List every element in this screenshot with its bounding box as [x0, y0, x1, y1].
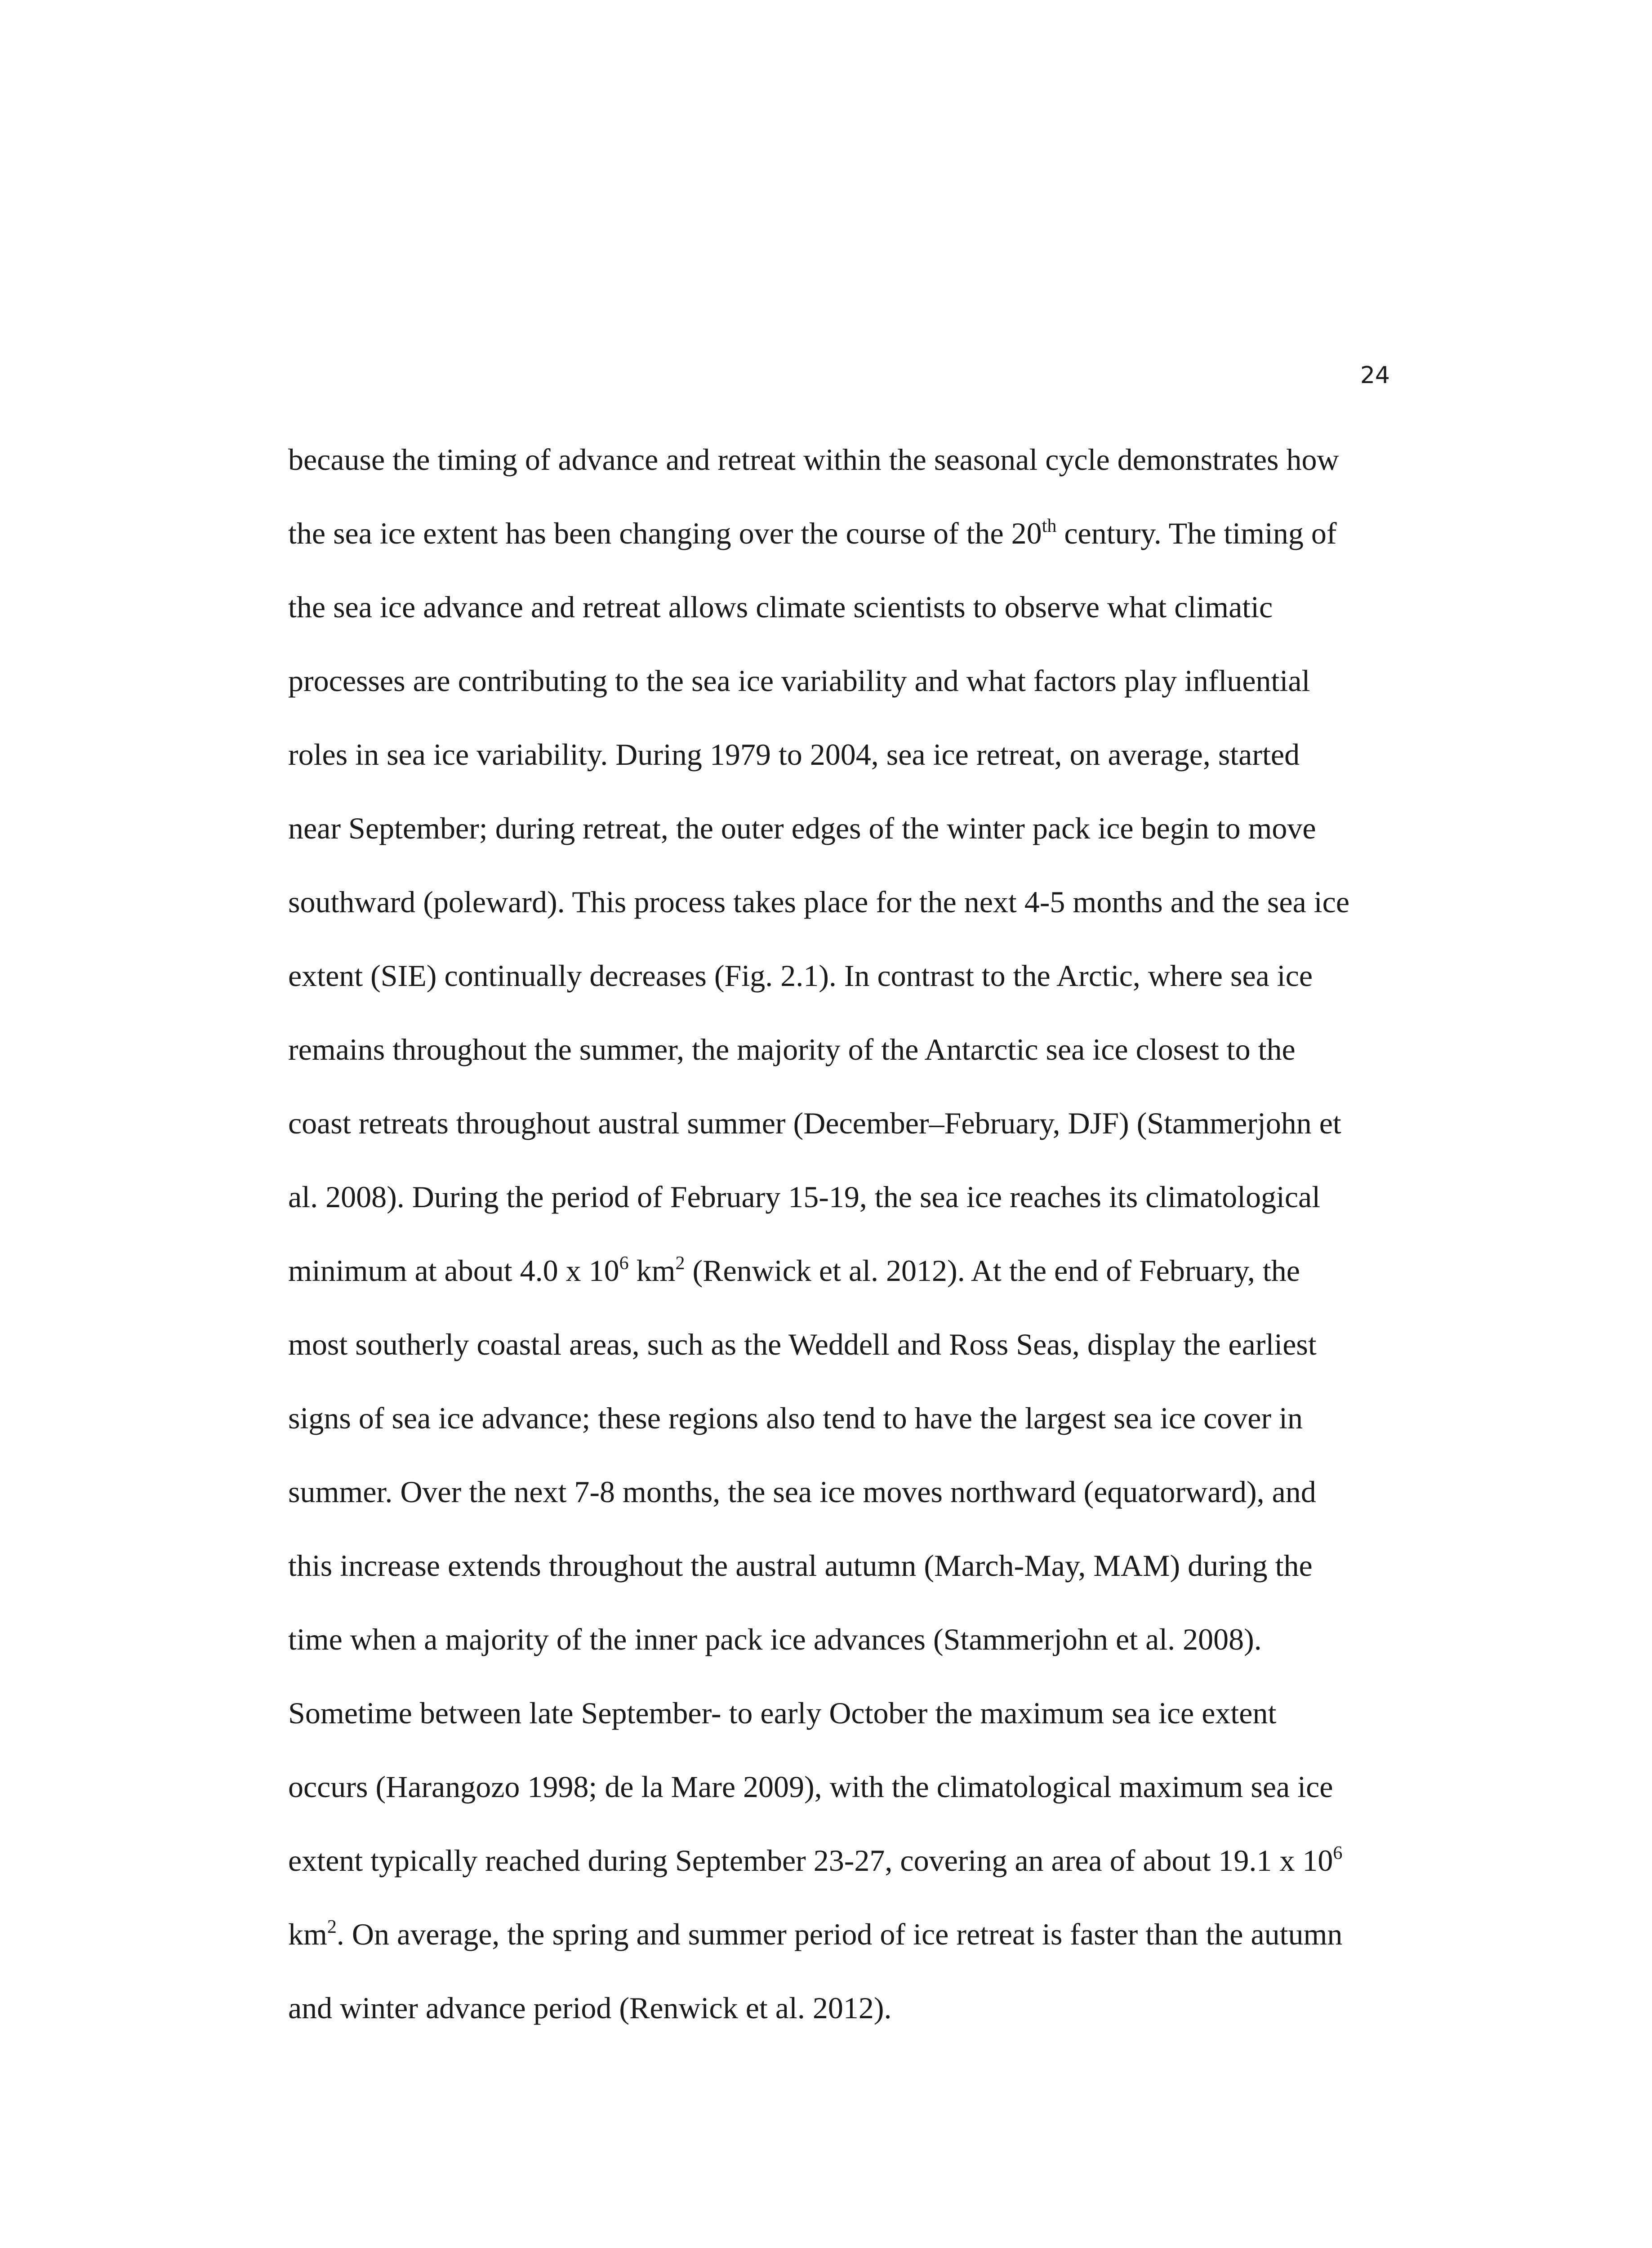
text-line	[288, 1234, 1385, 1307]
text-line	[288, 423, 1385, 496]
text-segment: the sea ice advance and retreat allows climate scientists to observe what climatic	[288, 590, 1273, 624]
text-segment: occurs (Harangozo 1998; de la Mare 2009), with the climatological maximum sea ice	[288, 1770, 1333, 1804]
text-segment: this increase extends throughout the austral autumn (March-May, MAM) during the	[288, 1548, 1313, 1583]
text-segment: signs of sea ice advance; these regions also tend to have the largest sea ice cover in	[288, 1401, 1303, 1435]
text-line	[288, 644, 1385, 718]
text-line	[288, 791, 1385, 865]
text-segment: most southerly coastal areas, such as the Weddell and Ross Seas, display the earliest	[288, 1327, 1317, 1361]
text-line	[288, 1676, 1385, 1750]
text-line	[288, 865, 1385, 939]
text-segment: minimum at about 4.0 x 10	[288, 1253, 619, 1288]
text-line	[288, 1381, 1385, 1455]
text-segment: and winter advance period (Renwick et al. 2012).	[288, 1991, 892, 2025]
text-segment: century. The timing of	[1056, 516, 1337, 550]
text-line	[288, 1455, 1385, 1529]
text-segment: remains throughout the summer, the majority of the Antarctic sea ice closest to the	[288, 1032, 1296, 1066]
text-segment: extent (SIE) continually decreases (Fig. 2.1). In contrast to the Arctic, where sea ice	[288, 959, 1313, 993]
text-line	[288, 1602, 1385, 1676]
text-segment: summer. Over the next 7-8 months, the sea ice moves northward (equatorward), and	[288, 1475, 1316, 1509]
text-segment: time when a majority of the inner pack ice advances (Stammerjohn et al. 2008).	[288, 1622, 1262, 1656]
text-segment: because the timing of advance and retreat within the seasonal cycle demonstrates how	[288, 442, 1339, 477]
text-line	[288, 1971, 1385, 2045]
superscript: 2	[327, 1917, 337, 1937]
text-line	[288, 1012, 1385, 1086]
text-line	[288, 1750, 1385, 1824]
text-line	[288, 570, 1385, 644]
text-segment: al. 2008). During the period of February 15-19, the sea ice reaches its climatological	[288, 1180, 1321, 1214]
text-segment: km	[288, 1917, 327, 1951]
text-segment: km	[628, 1253, 676, 1288]
superscript: 6	[619, 1253, 629, 1274]
page-number: 24	[1360, 362, 1390, 389]
text-segment: extent typically reached during September 23-27, covering an area of about 19.1 x 10	[288, 1843, 1333, 1878]
text-segment: . On average, the spring and summer period of ice retreat is faster than the autumn	[336, 1917, 1343, 1951]
text-segment: the sea ice extent has been changing over the course of the 20	[288, 516, 1042, 550]
text-line	[288, 1160, 1385, 1234]
text-line	[288, 1307, 1385, 1381]
body-paragraph	[288, 423, 1385, 2045]
text-line	[288, 1897, 1385, 1971]
text-segment: coast retreats throughout austral summer (December–February, DJF) (Stammerjohn et	[288, 1106, 1341, 1140]
text-segment: southward (poleward). This process takes place for the next 4-5 months and the sea ice	[288, 885, 1350, 919]
text-segment: near September; during retreat, the outer edges of the winter pack ice begin to move	[288, 811, 1316, 845]
text-line	[288, 939, 1385, 1012]
text-line	[288, 1086, 1385, 1160]
text-segment: processes are contributing to the sea ice variability and what factors play influential	[288, 664, 1310, 698]
superscript: 6	[1333, 1843, 1343, 1864]
superscript: th	[1042, 516, 1057, 536]
text-line	[288, 496, 1385, 570]
text-segment: (Renwick et al. 2012). At the end of February, the	[685, 1253, 1300, 1288]
text-line	[288, 1824, 1385, 1897]
text-segment: Sometime between late September- to early October the maximum sea ice extent	[288, 1696, 1277, 1730]
superscript: 2	[675, 1253, 685, 1274]
text-segment: roles in sea ice variability. During 1979 to 2004, sea ice retreat, on average, started	[288, 737, 1300, 772]
text-line	[288, 1529, 1385, 1602]
text-line	[288, 718, 1385, 791]
